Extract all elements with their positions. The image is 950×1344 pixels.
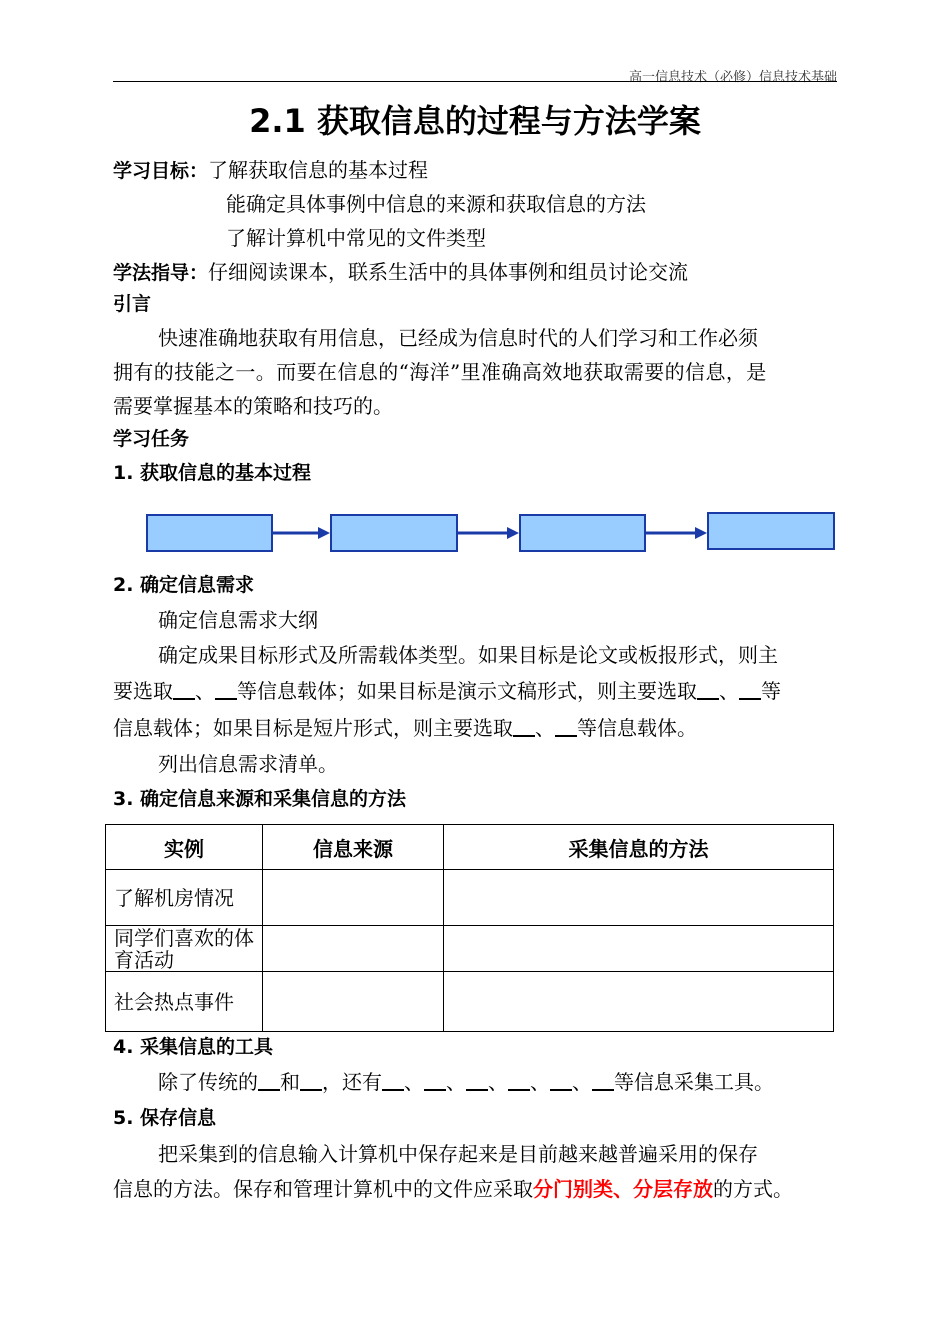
text: 要选取 (113, 679, 173, 703)
fill-blank[interactable] (215, 680, 237, 700)
arrow-icon (273, 527, 330, 539)
table-row (106, 972, 834, 1032)
text: 、 (535, 716, 555, 740)
text: 、 (572, 1070, 592, 1094)
fill-blank[interactable] (382, 1071, 404, 1091)
text: 的方式。 (713, 1177, 793, 1201)
section-3-heading: 3. 确定信息来源和采集信息的方法 (113, 788, 407, 810)
fill-blank[interactable] (173, 680, 195, 700)
outline-text: 确定信息需求大纲 (158, 608, 318, 632)
fill-blank[interactable] (508, 1071, 530, 1091)
s2-line-2 (113, 679, 781, 703)
table-cell: 同学们喜欢的体育活动 (106, 926, 263, 972)
section-5-heading: 5. 保存信息 (113, 1107, 217, 1129)
text: 和 (280, 1070, 300, 1094)
intro-line: 快速准确地获取有用信息，已经成为信息时代的人们学习和工作必须 (158, 326, 758, 350)
section-1-heading: 1. 获取信息的基本过程 (113, 462, 312, 484)
page-header: 高一信息技术（必修）信息技术基础 (628, 70, 837, 85)
goal-item: 了解计算机中常见的文件类型 (226, 226, 486, 250)
text: 、 (446, 1070, 466, 1094)
table-cell[interactable] (444, 926, 834, 972)
method-label: 学法指导： (113, 262, 209, 284)
text: 、 (195, 679, 215, 703)
section-2-heading: 2. 确定信息需求 (113, 574, 255, 596)
intro-line: 需要掌握基本的策略和技巧的。 (113, 394, 393, 418)
text: 、 (404, 1070, 424, 1094)
emphasis-text: 分门别类、分层存放 (533, 1177, 713, 1201)
text: 等信息采集工具。 (614, 1070, 774, 1094)
table-cell: 社会热点事件 (106, 972, 263, 1032)
text: 除了传统的 (158, 1070, 258, 1094)
text: 、 (530, 1070, 550, 1094)
section-4-heading: 4. 采集信息的工具 (113, 1036, 274, 1058)
fill-blank[interactable] (697, 680, 719, 700)
tasks-heading: 学习任务 (113, 428, 190, 450)
method-text: 仔细阅读课本，联系生活中的具体事例和组员讨论交流 (208, 260, 689, 284)
page-title: 2.1 获取信息的过程与方法学案 (249, 102, 701, 140)
s2-line-3 (113, 716, 697, 740)
text: 等信息载体。 (577, 716, 697, 740)
text: 、 (488, 1070, 508, 1094)
intro-line: 拥有的技能之一。而要在信息的“海洋”里准确高效地获取需要的信息，是 (113, 360, 767, 384)
text: 信息的方法。保存和管理计算机中的文件应采取 (113, 1177, 533, 1201)
table-cell[interactable] (263, 926, 444, 972)
table-header: 实例 (106, 825, 263, 870)
fill-blank[interactable] (592, 1071, 614, 1091)
arrow-icon (458, 527, 519, 539)
table-header: 信息来源 (263, 825, 444, 870)
fill-blank[interactable] (466, 1071, 488, 1091)
text: 等 (761, 679, 781, 703)
table-cell[interactable] (263, 870, 444, 926)
table-row (106, 870, 834, 926)
intro-heading: 引言 (113, 293, 152, 315)
table-cell[interactable] (444, 870, 834, 926)
goal-item: 了解获取信息的基本过程 (208, 158, 429, 182)
goals-label: 学习目标： (113, 160, 209, 182)
text: ，还有 (322, 1070, 382, 1094)
source-method-table (105, 824, 834, 1032)
s4-line (158, 1070, 774, 1094)
table-cell: 了解机房情况 (106, 870, 263, 926)
s2-list: 列出信息需求清单。 (158, 752, 338, 776)
arrow-icon (646, 527, 707, 539)
fill-blank[interactable] (300, 1071, 322, 1091)
fill-blank[interactable] (258, 1071, 280, 1091)
text: 等信息载体；如果目标是演示文稿形式，则主要选取 (237, 679, 697, 703)
text: 、 (719, 679, 739, 703)
table-row (106, 926, 834, 972)
fill-blank[interactable] (555, 717, 577, 737)
text: 信息载体；如果目标是短片形式，则主要选取 (113, 716, 513, 740)
fill-blank[interactable] (513, 717, 535, 737)
table-cell[interactable] (263, 972, 444, 1032)
table-header-row (106, 825, 834, 870)
s5-line-1: 把采集到的信息输入计算机中保存起来是目前越来越普遍采用的保存 (158, 1142, 758, 1166)
s2-line-1: 确定成果目标形式及所需载体类型。如果目标是论文或板报形式，则主 (158, 643, 778, 667)
table-header: 采集信息的方法 (444, 825, 834, 870)
goal-item: 能确定具体事例中信息的来源和获取信息的方法 (226, 192, 646, 216)
fill-blank[interactable] (424, 1071, 446, 1091)
table-cell[interactable] (444, 972, 834, 1032)
fill-blank[interactable] (550, 1071, 572, 1091)
fill-blank[interactable] (739, 680, 761, 700)
s5-line-2 (113, 1177, 793, 1201)
